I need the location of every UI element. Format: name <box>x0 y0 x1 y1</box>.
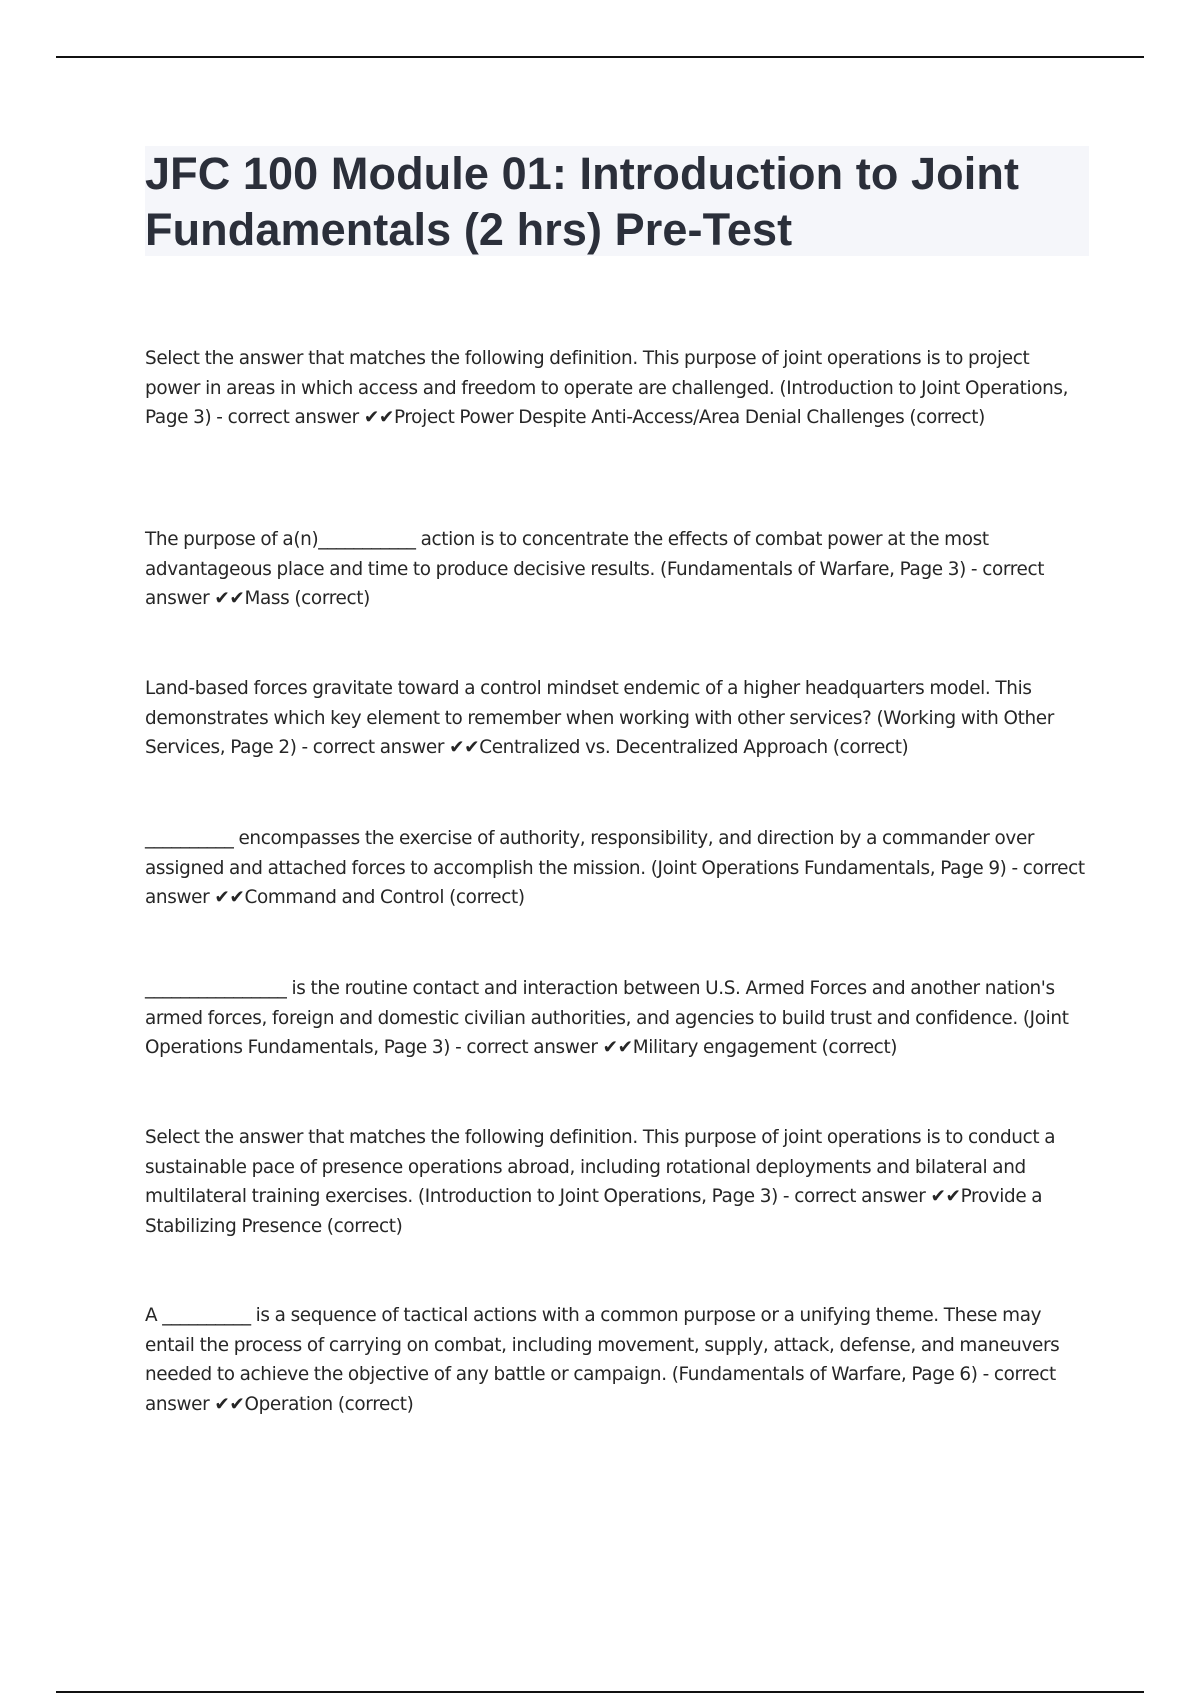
qa-item-3 <box>145 674 1089 763</box>
answer-text: ✔✔Mass (correct) <box>214 588 370 609</box>
qa-item-4 <box>145 824 1089 913</box>
answer-text: ✔✔Provide a Stabilizing Presence (correct) <box>145 1186 1043 1237</box>
answer-text: ✔✔Command and Control (correct) <box>214 887 525 908</box>
question-text: __________ encompasses the exercise of authority, responsibility, and direction by a commander over assigned and attached forces to accomplish the mission. (Joint Operations Fundamentals, Page 9) - correct answer <box>145 828 1085 908</box>
question-text: The purpose of a(n)___________ action is to concentrate the effects of combat power at the most advantageous place and time to produce decisive results. (Fundamentals of Warfare, Page 3) - correct answer <box>145 529 1045 609</box>
question-text: ________________ is the routine contact and interaction between U.S. Armed Forces and another nation's armed forces, foreign and domestic civilian authorities, and agencies to build trust and confidence. (Joint Operations Fundamentals, Page 3) - correct answer <box>145 978 1069 1058</box>
qa-item-5 <box>145 974 1089 1063</box>
title-block <box>145 146 1089 256</box>
qa-item-7 <box>145 1301 1089 1419</box>
answer-text: ✔✔Centralized vs. Decentralized Approach (correct) <box>449 737 909 758</box>
qa-item-1 <box>145 344 1089 433</box>
question-text: A __________ is a sequence of tactical actions with a common purpose or a unifying theme. These may entail the process of carrying on combat, including movement, supply, attack, defense, and maneuvers needed to achieve the objective of any battle or campaign. (Fundamentals of Warfare, Page 6) - correct answer <box>145 1305 1060 1415</box>
top-rule <box>56 56 1144 58</box>
question-text: Land-based forces gravitate toward a control mindset endemic of a higher headquarters model. This demonstrates which key element to remember when working with other services? (Working with Other Services, Page 2) - correct answer <box>145 678 1054 758</box>
answer-text: ✔✔Project Power Despite Anti-Access/Area Denial Challenges (correct) <box>363 407 985 428</box>
question-text: Select the answer that matches the following definition. This purpose of joint operations is to conduct a sustainable pace of presence operations abroad, including rotational deployments and bilateral and multilateral training exercises. (Introduction to Joint Operations, Page 3) - correct answer <box>145 1127 1056 1207</box>
qa-item-2 <box>145 525 1089 614</box>
page-title: JFC 100 Module 01: Introduction to Joint Fundamentals (2 hrs) Pre-Test <box>145 148 1020 255</box>
question-text: Select the answer that matches the following definition. This purpose of joint operations is to project power in areas in which access and freedom to operate are challenged. (Introduction to Joint Operations, Page 3) - correct answer <box>145 348 1069 428</box>
bottom-rule <box>56 1691 1144 1693</box>
answer-text: ✔✔Operation (correct) <box>214 1393 414 1415</box>
answer-text: ✔✔Military engagement (correct) <box>602 1037 898 1058</box>
qa-item-6 <box>145 1123 1089 1241</box>
